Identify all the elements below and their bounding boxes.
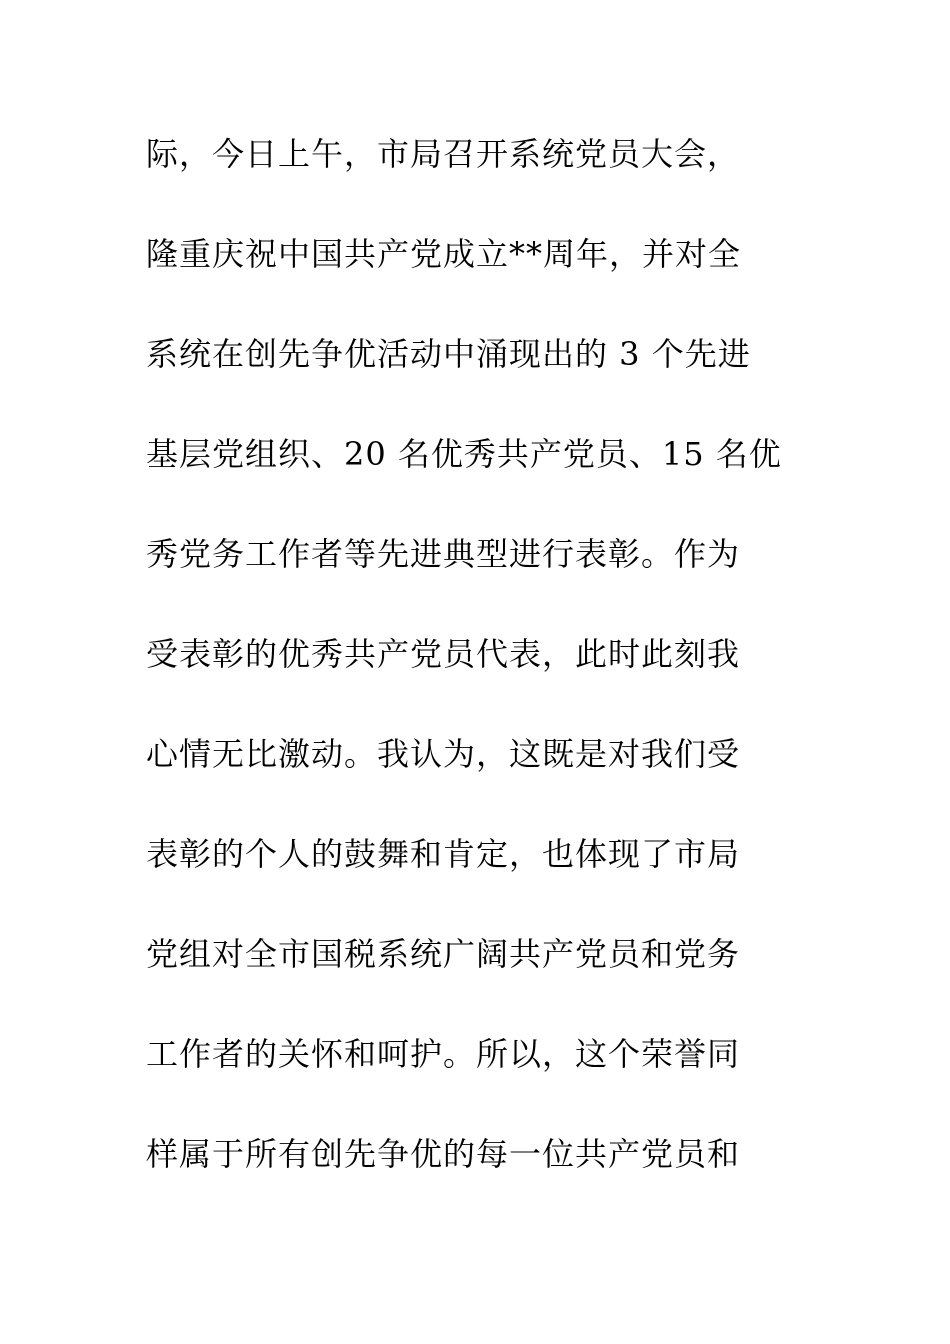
text-line: 样属于所有创先争优的每一位共产党员和 [146,1135,741,1173]
text-line: 心情无比激动。我认为，这既是对我们受 [146,735,741,773]
text-line: 受表彰的优秀共产党员代表，此时此刻我 [146,635,741,673]
text-line: 工作者的关怀和呵护。所以，这个荣誉同 [146,1035,741,1073]
body-text [146,124,806,1224]
text-line: 系统在创先争优活动中涌现出的 3 个先进 [146,335,751,373]
text-line: 党组对全市国税系统广阔共产党员和党务 [146,935,741,973]
text-line: 基层党组织、20 名优秀共产党员、15 名优 [146,435,782,473]
text-line: 际，今日上午，市局召开系统党员大会， [146,135,741,173]
text-line: 表彰的个人的鼓舞和肯定，也体现了市局 [146,835,741,873]
text-line: 隆重庆祝中国共产党成立**周年，并对全 [146,235,742,273]
text-line: 秀党务工作者等先进典型进行表彰。作为 [146,535,741,573]
